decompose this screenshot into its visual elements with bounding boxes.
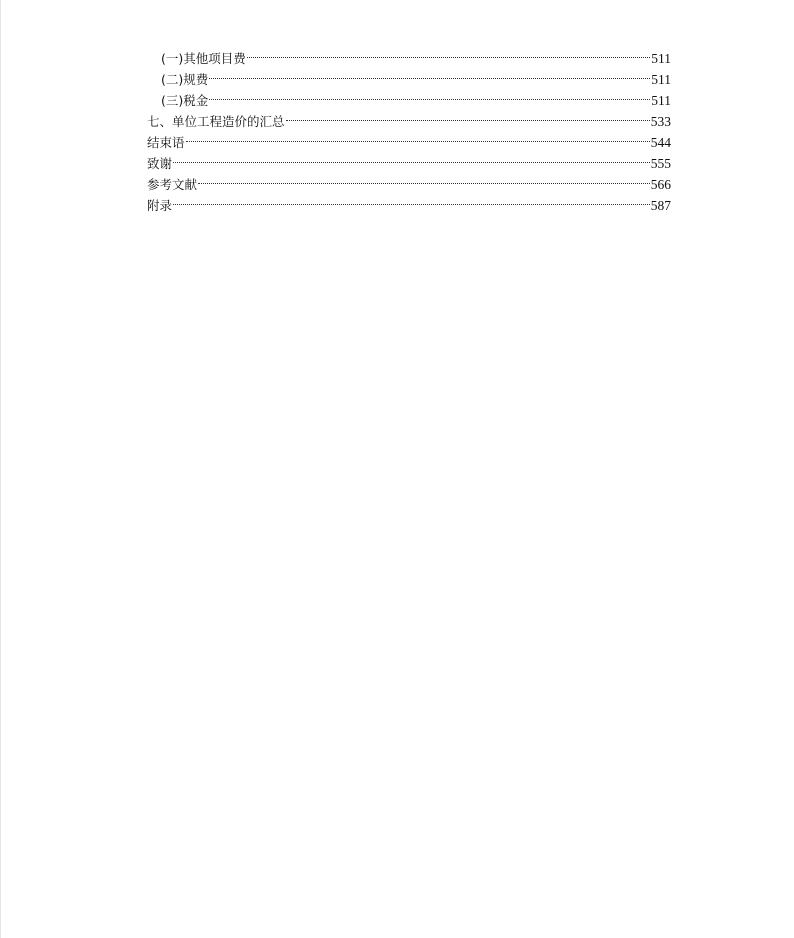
toc-entry-title: 参考文献 (147, 177, 198, 192)
toc-entry-conclusion[interactable] (147, 126, 671, 150)
toc-entry-other-project-fees[interactable] (147, 42, 671, 66)
toc-entry-page-number: 555 (650, 156, 671, 171)
toc-entry-cost-summary[interactable] (147, 105, 671, 129)
toc-entry-title: 致谢 (147, 156, 173, 171)
toc-entry-references[interactable] (147, 168, 671, 192)
toc-entry-taxes[interactable] (147, 84, 671, 108)
toc-entry-page-number: 566 (650, 177, 671, 192)
toc-dot-leader (209, 63, 650, 84)
toc-dot-leader (286, 105, 650, 126)
toc-entry-page-number: 544 (650, 135, 671, 150)
toc-entry-title: (三)税金 (161, 93, 209, 108)
toc-entry-page-number: 511 (651, 51, 671, 66)
toc-entry-appendix[interactable] (147, 189, 671, 213)
toc-entry-page-number: 533 (650, 114, 671, 129)
table-of-contents (147, 42, 671, 213)
toc-entry-page-number: 511 (651, 93, 671, 108)
toc-entry-page-number: 587 (650, 198, 671, 213)
toc-dot-leader (186, 126, 650, 147)
toc-entry-title: (一)其他项目费 (161, 51, 246, 66)
toc-entry-regulatory-fees[interactable] (147, 63, 671, 87)
toc-entry-page-number: 511 (651, 72, 671, 87)
toc-dot-leader (198, 168, 650, 189)
toc-dot-leader (173, 189, 650, 210)
toc-entry-title: 七、单位工程造价的汇总 (147, 114, 285, 129)
toc-entry-title: (二)规费 (161, 72, 209, 87)
toc-entry-acknowledgements[interactable] (147, 147, 671, 171)
toc-dot-leader (209, 84, 650, 105)
toc-dot-leader (247, 42, 650, 63)
toc-entry-title: 附录 (147, 198, 173, 213)
toc-dot-leader (173, 147, 650, 168)
toc-entry-title: 结束语 (147, 135, 185, 150)
